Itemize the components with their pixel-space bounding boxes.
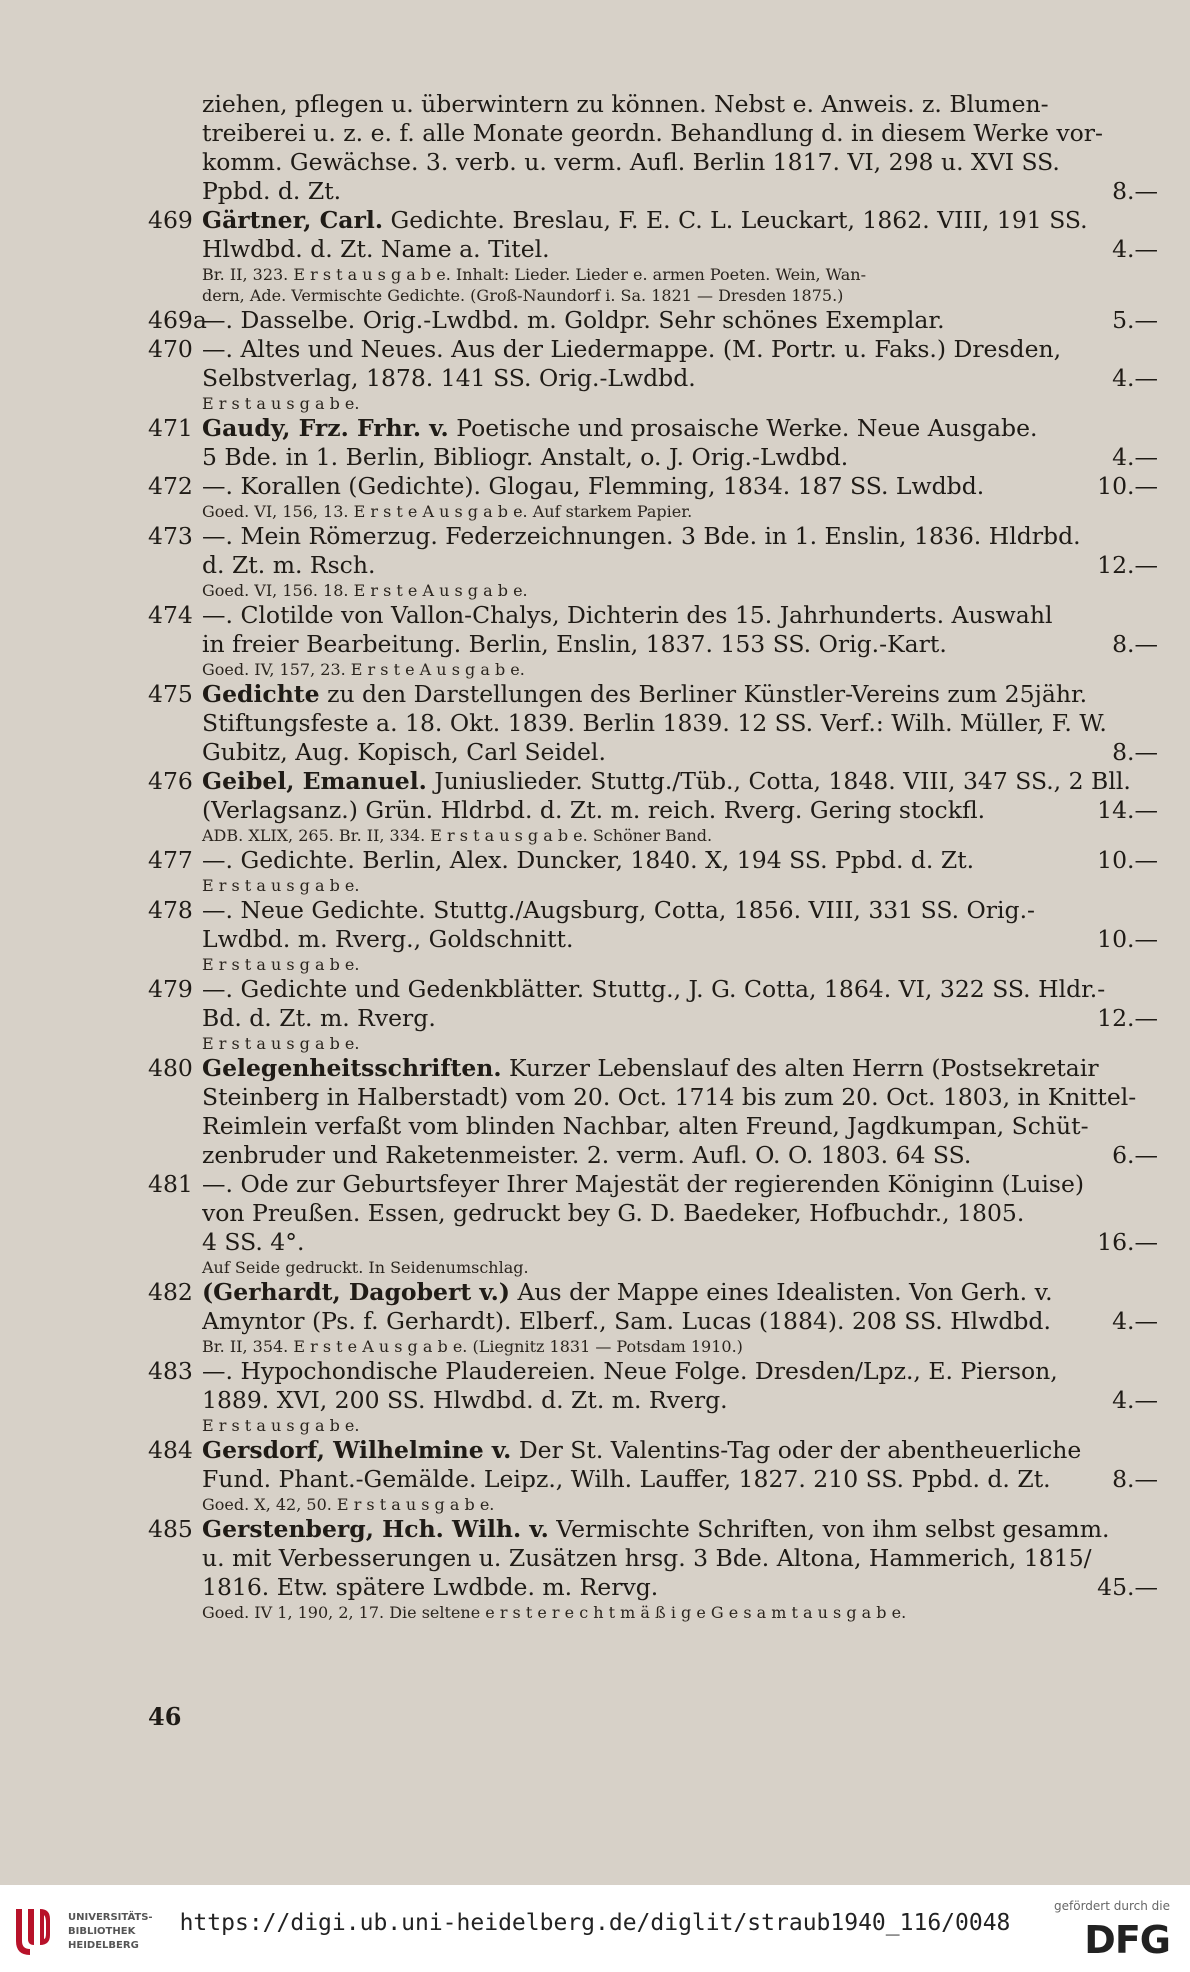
viewer-footer bbox=[0, 1885, 1190, 1972]
entry-text bbox=[202, 896, 1158, 925]
catalog-line bbox=[148, 1083, 1158, 1112]
catalog-listing bbox=[148, 90, 1158, 1623]
entry-author: Gerstenberg, Hch. Wilh. v. bbox=[202, 1515, 549, 1543]
entry-price: 8.— bbox=[1112, 1465, 1158, 1493]
entry-text bbox=[202, 472, 1087, 501]
entry-price: 4.— bbox=[1112, 364, 1158, 392]
entry-description: Bd. d. Zt. m. Rverg. bbox=[202, 1004, 436, 1032]
entry-price: 10.— bbox=[1097, 472, 1158, 500]
catalog-line bbox=[148, 90, 1158, 119]
entry-description: Vermischte Schriften, von ihm selbst gesamm. bbox=[548, 1515, 1110, 1543]
catalog-line bbox=[148, 1054, 1158, 1083]
entry-text bbox=[202, 1004, 1087, 1033]
entry-price: 45.— bbox=[1097, 1573, 1158, 1601]
entry-price: 14.— bbox=[1097, 796, 1158, 824]
entry-price: 8.— bbox=[1112, 630, 1158, 658]
entry-text bbox=[202, 925, 1087, 954]
entry-description: zu den Darstellungen des Berliner Künstler-Vereins zum 25jähr. bbox=[319, 680, 1088, 708]
entry-description: in freier Bearbeitung. Berlin, Enslin, 1837. 153 SS. Orig.-Kart. bbox=[202, 630, 947, 658]
entry-text bbox=[202, 1465, 1102, 1494]
entry-description: Der St. Valentins-Tag oder der abentheuerliche bbox=[511, 1436, 1082, 1464]
entry-text bbox=[202, 846, 1087, 875]
catalog-line bbox=[148, 767, 1158, 796]
catalog-line bbox=[148, 846, 1158, 875]
entry-text bbox=[202, 709, 1158, 738]
catalog-line bbox=[148, 1436, 1158, 1465]
entry-description: Gedichte. Breslau, F. E. C. L. Leuckart, 1862. VIII, 191 SS. bbox=[383, 206, 1088, 234]
catalog-line bbox=[148, 1307, 1158, 1336]
entry-text bbox=[202, 177, 1102, 206]
entry-price: 4.— bbox=[1112, 1307, 1158, 1335]
entry-text bbox=[202, 1199, 1158, 1228]
entry-description: komm. Gewächse. 3. verb. u. verm. Aufl. Berlin 1817. VI, 298 u. XVI SS. bbox=[202, 148, 1060, 176]
catalog-line bbox=[148, 443, 1158, 472]
catalog-line bbox=[148, 1573, 1158, 1602]
entry-author: Gaudy, Frz. Frhr. v. bbox=[202, 414, 449, 442]
entry-text bbox=[202, 1083, 1158, 1112]
document-url[interactable]: https://digi.ub.uni-heidelberg.de/diglit/straub1940_116/0048 bbox=[179, 1910, 1011, 1936]
entry-description: 4 SS. 4°. bbox=[202, 1228, 305, 1256]
entry-description: —. Altes und Neues. Aus der Liedermappe. (M. Portr. u. Faks.) Dresden, bbox=[202, 335, 1062, 363]
entry-text bbox=[202, 1573, 1087, 1602]
entry-text bbox=[202, 1386, 1102, 1415]
entry-number: 485 bbox=[148, 1515, 193, 1543]
catalog-line bbox=[148, 148, 1158, 177]
catalog-line bbox=[148, 235, 1158, 264]
entry-text bbox=[202, 738, 1102, 767]
entry-number: 469a bbox=[148, 306, 207, 334]
entry-description: Gubitz, Aug. Kopisch, Carl Seidel. bbox=[202, 738, 606, 766]
entry-price: 6.— bbox=[1112, 1141, 1158, 1169]
entry-text bbox=[202, 235, 1102, 264]
bibliographic-note: dern, Ade. Vermischte Gedichte. (Groß-Naundorf i. Sa. 1821 — Dresden 1875.) bbox=[202, 286, 844, 305]
entry-description: Reimlein verfaßt vom blinden Nachbar, alten Freund, Jagdkumpan, Schüt- bbox=[202, 1112, 1089, 1140]
entry-description: Ppbd. d. Zt. bbox=[202, 177, 342, 205]
catalog-line bbox=[148, 1465, 1158, 1494]
entry-description: Selbstverlag, 1878. 141 SS. Orig.-Lwdbd. bbox=[202, 364, 696, 392]
catalog-line bbox=[148, 1004, 1158, 1033]
page-number: 46 bbox=[148, 1702, 182, 1731]
entry-text bbox=[202, 1307, 1102, 1336]
catalog-line bbox=[148, 335, 1158, 364]
bibliographic-note: Goed. IV 1, 190, 2, 17. Die seltene e r s t e r e c h t m ä ß i g e G e s a m t a u s g a b e. bbox=[202, 1603, 907, 1622]
entry-description: —. Hypochondische Plaudereien. Neue Folge. Dresden/Lpz., E. Pierson, bbox=[202, 1357, 1058, 1385]
entry-text bbox=[202, 306, 1102, 335]
catalog-line bbox=[148, 1357, 1158, 1386]
catalog-line bbox=[148, 364, 1158, 393]
entry-description: Steinberg in Halberstadt) vom 20. Oct. 1714 bis zum 20. Oct. 1803, in Knittel- bbox=[202, 1083, 1137, 1111]
entry-text bbox=[202, 206, 1158, 235]
bibliographic-note: ADB. XLIX, 265. Br. II, 334. E r s t a u s g a b e. Schöner Band. bbox=[202, 826, 713, 845]
bibliographic-note: Auf Seide gedruckt. In Seidenumschlag. bbox=[202, 1258, 529, 1277]
entry-description: 1889. XVI, 200 SS. Hlwdbd. d. Zt. m. Rverg. bbox=[202, 1386, 728, 1414]
entry-author: (Gerhardt, Dagobert v.) bbox=[202, 1278, 510, 1306]
entry-description: ziehen, pflegen u. überwintern zu können. Nebst e. Anweis. z. Blumen- bbox=[202, 90, 1049, 118]
catalog-line bbox=[148, 1228, 1158, 1257]
funded-by-label: gefördert durch die bbox=[1054, 1899, 1170, 1913]
entry-description: Hlwdbd. d. Zt. Name a. Titel. bbox=[202, 235, 550, 263]
catalog-line bbox=[148, 601, 1158, 630]
entry-text bbox=[202, 414, 1158, 443]
entry-text bbox=[202, 1436, 1158, 1465]
catalog-line bbox=[148, 1515, 1158, 1544]
catalog-line bbox=[148, 796, 1158, 825]
bibliographic-note: E r s t a u s g a b e. bbox=[202, 1416, 360, 1435]
entry-number: 475 bbox=[148, 680, 193, 708]
catalog-line bbox=[148, 206, 1158, 235]
entry-text bbox=[202, 975, 1158, 1004]
entry-text bbox=[202, 1228, 1087, 1257]
entry-number: 469 bbox=[148, 206, 193, 234]
entry-description: Poetische und prosaische Werke. Neue Ausgabe. bbox=[448, 414, 1038, 442]
entry-description: Aus der Mappe eines Idealisten. Von Gerh. v. bbox=[509, 1278, 1053, 1306]
bibliographic-note: Goed. IV, 157, 23. E r s t e A u s g a b e. bbox=[202, 660, 525, 679]
entry-text bbox=[202, 1170, 1158, 1199]
entry-price: 4.— bbox=[1112, 1386, 1158, 1414]
entry-description: Fund. Phant.-Gemälde. Leipz., Wilh. Lauffer, 1827. 210 SS. Ppbd. d. Zt. bbox=[202, 1465, 1051, 1493]
catalog-line bbox=[148, 1544, 1158, 1573]
library-name-line: BIBLIOTHEK bbox=[68, 1926, 136, 1937]
entry-text bbox=[202, 522, 1158, 551]
catalog-line bbox=[148, 1112, 1158, 1141]
entry-text bbox=[202, 680, 1158, 709]
entry-number: 479 bbox=[148, 975, 193, 1003]
entry-number: 484 bbox=[148, 1436, 193, 1464]
entry-price: 8.— bbox=[1112, 738, 1158, 766]
entry-description: Juniuslieder. Stuttg./Tüb., Cotta, 1848. VIII, 347 SS., 2 Bll. bbox=[426, 767, 1131, 795]
entry-price: 4.— bbox=[1112, 443, 1158, 471]
entry-description: Lwdbd. m. Rverg., Goldschnitt. bbox=[202, 925, 574, 953]
entry-description: (Verlagsanz.) Grün. Hldrbd. d. Zt. m. reich. Rverg. Gering stockfl. bbox=[202, 796, 986, 824]
catalog-line bbox=[148, 414, 1158, 443]
entry-author: Gärtner, Carl. bbox=[202, 206, 384, 234]
entry-number: 482 bbox=[148, 1278, 193, 1306]
entry-text bbox=[202, 1515, 1158, 1544]
entry-text bbox=[202, 551, 1087, 580]
catalog-line bbox=[148, 1141, 1158, 1170]
entry-text bbox=[202, 1141, 1102, 1170]
bibliographic-note: E r s t a u s g a b e. bbox=[202, 876, 360, 895]
entry-number: 471 bbox=[148, 414, 193, 442]
entry-description: Stiftungsfeste a. 18. Okt. 1839. Berlin 1839. 12 SS. Verf.: Wilh. Müller, F. W. bbox=[202, 709, 1107, 737]
catalog-line bbox=[148, 896, 1158, 925]
entry-number: 480 bbox=[148, 1054, 193, 1082]
entry-description: —. Dasselbe. Orig.-Lwdbd. m. Goldpr. Sehr schönes Exemplar. bbox=[202, 306, 945, 334]
entry-description: zenbruder und Raketenmeister. 2. verm. Aufl. O. O. 1803. 64 SS. bbox=[202, 1141, 972, 1169]
entry-description: —. Clotilde von Vallon-Chalys, Dichterin des 15. Jahrhunderts. Auswahl bbox=[202, 601, 1053, 629]
entry-description: —. Gedichte und Gedenkblätter. Stuttg., J. G. Cotta, 1864. VI, 322 SS. Hldr.- bbox=[202, 975, 1106, 1003]
catalog-line bbox=[148, 738, 1158, 767]
entry-text bbox=[202, 119, 1158, 148]
entry-author: Gelegenheitsschriften. bbox=[202, 1054, 502, 1082]
catalog-line bbox=[148, 306, 1158, 335]
bibliographic-note: Goed. X, 42, 50. E r s t a u s g a b e. bbox=[202, 1495, 495, 1514]
catalog-line bbox=[148, 1170, 1158, 1199]
bibliographic-note: Br. II, 323. E r s t a u s g a b e. Inhalt: Lieder. Lieder e. armen Poeten. Wein, Wan- bbox=[202, 265, 866, 284]
bibliographic-note: Br. II, 354. E r s t e A u s g a b e. (Liegnitz 1831 — Potsdam 1910.) bbox=[202, 1337, 743, 1356]
entry-price: 12.— bbox=[1097, 1004, 1158, 1032]
entry-text bbox=[202, 443, 1102, 472]
catalog-line bbox=[148, 1199, 1158, 1228]
catalog-line bbox=[148, 472, 1158, 501]
entry-description: —. Gedichte. Berlin, Alex. Duncker, 1840. X, 194 SS. Ppbd. d. Zt. bbox=[202, 846, 975, 874]
entry-author: Gersdorf, Wilhelmine v. bbox=[202, 1436, 512, 1464]
entry-description: —. Korallen (Gedichte). Glogau, Flemming, 1834. 187 SS. Lwdbd. bbox=[202, 472, 985, 500]
entry-text bbox=[202, 1112, 1158, 1141]
catalog-line bbox=[148, 630, 1158, 659]
entry-number: 483 bbox=[148, 1357, 193, 1385]
entry-description: —. Ode zur Geburtsfeyer Ihrer Majestät der regierenden Königinn (Luise) bbox=[202, 1170, 1085, 1198]
entry-description: d. Zt. m. Rsch. bbox=[202, 551, 376, 579]
entry-description: —. Mein Römerzug. Federzeichnungen. 3 Bde. in 1. Enslin, 1836. Hldrbd. bbox=[202, 522, 1081, 550]
entry-price: 10.— bbox=[1097, 925, 1158, 953]
entry-price: 4.— bbox=[1112, 235, 1158, 263]
entry-number: 470 bbox=[148, 335, 193, 363]
library-name-line: HEIDELBERG bbox=[68, 1940, 139, 1951]
catalog-line bbox=[148, 925, 1158, 954]
bibliographic-note: Goed. VI, 156. 18. E r s t e A u s g a b e. bbox=[202, 581, 528, 600]
bibliographic-note: Goed. VI, 156, 13. E r s t e A u s g a b e. Auf starkem Papier. bbox=[202, 502, 693, 521]
bibliographic-note: E r s t a u s g a b e. bbox=[202, 1034, 360, 1053]
catalog-line bbox=[148, 1386, 1158, 1415]
catalog-line bbox=[148, 680, 1158, 709]
entry-price: 8.— bbox=[1112, 177, 1158, 205]
entry-number: 476 bbox=[148, 767, 193, 795]
entry-price: 12.— bbox=[1097, 551, 1158, 579]
entry-price: 16.— bbox=[1097, 1228, 1158, 1256]
entry-author: Gedichte bbox=[202, 680, 320, 708]
entry-description: u. mit Verbesserungen u. Zusätzen hrsg. 3 Bde. Altona, Hammerich, 1815/ bbox=[202, 1544, 1092, 1572]
entry-text bbox=[202, 364, 1102, 393]
bibliographic-note: E r s t a u s g a b e. bbox=[202, 394, 360, 413]
dfg-wordmark: DFG bbox=[1084, 1918, 1170, 1962]
entry-number: 472 bbox=[148, 472, 193, 500]
entry-description: —. Neue Gedichte. Stuttg./Augsburg, Cotta, 1856. VIII, 331 SS. Orig.- bbox=[202, 896, 1035, 924]
entry-text bbox=[202, 1054, 1158, 1083]
entry-text bbox=[202, 90, 1158, 119]
entry-text bbox=[202, 767, 1158, 796]
entry-description: Amyntor (Ps. f. Gerhardt). Elberf., Sam. Lucas (1884). 208 SS. Hlwdbd. bbox=[202, 1307, 1051, 1335]
catalog-line bbox=[148, 522, 1158, 551]
entry-text bbox=[202, 1278, 1158, 1307]
entry-number: 481 bbox=[148, 1170, 193, 1198]
entry-description: Kurzer Lebenslauf des alten Herrn (Postsekretair bbox=[501, 1054, 1099, 1082]
entry-number: 473 bbox=[148, 522, 193, 550]
entry-text bbox=[202, 796, 1087, 825]
entry-price: 5.— bbox=[1112, 306, 1158, 334]
entry-description: 1816. Etw. spätere Lwdbde. m. Rervg. bbox=[202, 1573, 659, 1601]
catalog-line bbox=[148, 975, 1158, 1004]
entry-text bbox=[202, 601, 1158, 630]
catalog-line bbox=[148, 709, 1158, 738]
catalog-line bbox=[148, 119, 1158, 148]
entry-description: von Preußen. Essen, gedruckt bey G. D. Baedeker, Hofbuchdr., 1805. bbox=[202, 1199, 1025, 1227]
entry-text bbox=[202, 1357, 1158, 1386]
entry-description: treiberei u. z. e. f. alle Monate geordn. Behandlung d. in diesem Werke vor- bbox=[202, 119, 1103, 147]
catalog-line bbox=[148, 551, 1158, 580]
entry-description: 5 Bde. in 1. Berlin, Bibliogr. Anstalt, o. J. Orig.-Lwdbd. bbox=[202, 443, 849, 471]
entry-number: 474 bbox=[148, 601, 193, 629]
catalog-line bbox=[148, 1278, 1158, 1307]
entry-number: 477 bbox=[148, 846, 193, 874]
entry-text bbox=[202, 148, 1158, 177]
dfg-logo[interactable] bbox=[1030, 1885, 1190, 1972]
entry-price: 10.— bbox=[1097, 846, 1158, 874]
entry-author: Geibel, Emanuel. bbox=[202, 767, 427, 795]
catalog-line bbox=[148, 177, 1158, 206]
entry-text bbox=[202, 630, 1102, 659]
library-name-line: UNIVERSITÄTS- bbox=[68, 1912, 153, 1923]
entry-text bbox=[202, 335, 1158, 364]
entry-text bbox=[202, 1544, 1158, 1573]
bibliographic-note: E r s t a u s g a b e. bbox=[202, 955, 360, 974]
entry-number: 478 bbox=[148, 896, 193, 924]
